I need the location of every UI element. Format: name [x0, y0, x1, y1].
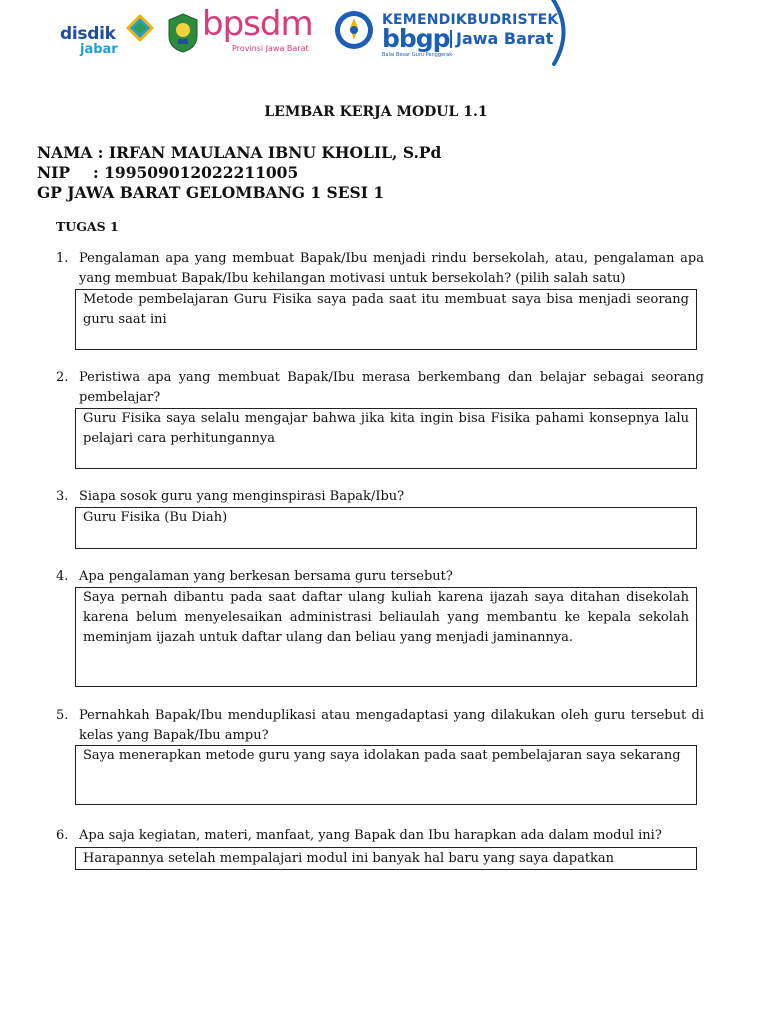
kemendikbudristek-bbgp-logo: [334, 0, 574, 66]
question-4: [56, 567, 704, 587]
disdik-jabar-logo: [60, 8, 160, 58]
jabar-seal-icon: [166, 12, 200, 54]
answer-box-1[interactable]: Metode pembelajaran Guru Fisika saya pada saat itu membuat saya bisa menjadi seorang guru saat ini: [75, 289, 697, 350]
answer-box-2[interactable]: Guru Fisika saya selalu mengajar bahwa jika kita ingin bisa Fisika pahami konsepnya lalu pelajari cara perhitungannya: [75, 408, 697, 469]
bbgp-region-text: Jawa Barat: [450, 30, 553, 48]
answer-box-6[interactable]: Harapannya setelah mempalajari modul ini banyak hal baru yang saya dapatkan: [75, 847, 697, 870]
bpsdm-logo: [166, 4, 316, 58]
question-number: 4.: [56, 569, 69, 584]
disdik-logo-text: disdik: [60, 24, 116, 44]
document-title: LEMBAR KERJA MODUL 1.1: [264, 104, 488, 120]
answer-box-3[interactable]: Guru Fisika (Bu Diah): [75, 507, 697, 549]
question-3: [56, 487, 704, 507]
bbgp-text: bbgp: [382, 24, 450, 53]
nip-value: : 199509012022211005: [93, 163, 299, 182]
question-2: [56, 368, 704, 408]
question-1: [56, 249, 704, 289]
question-text: Pernahkah Bapak/Ibu menduplikasi atau mengadaptasi yang dilakukan oleh guru tersebut di kelas yang Bapak/Ibu ampu?: [79, 708, 704, 743]
nip-label: NIP: [37, 163, 71, 182]
kemendikbudristek-text: KEMENDIKBUDRISTEK: [382, 12, 559, 28]
question-number: 1.: [56, 251, 69, 266]
question-6: [56, 826, 704, 846]
question-text: Peristiwa apa yang membuat Bapak/Ibu merasa berkembang dan belajar sebagai seorang pembelajar?: [79, 370, 704, 405]
tut-wuri-handayani-icon: [334, 10, 374, 50]
disdik-logo-subtext: jabar: [80, 42, 118, 57]
question-text: Apa saja kegiatan, materi, manfaat, yang Bapak dan Ibu harapkan ada dalam modul ini?: [79, 828, 662, 843]
bpsdm-logo-subtext: Provinsi Jawa Barat: [232, 44, 309, 53]
question-text: Pengalaman apa yang membuat Bapak/Ibu menjadi rindu bersekolah, atau, pengalaman apa yang membuat Bapak/Ibu kehilangan motivasi untuk bersekolah? (pilih salah satu): [79, 251, 704, 286]
answer-box-5[interactable]: Saya menerapkan metode guru yang saya idolakan pada saat pembelajaran saya sekarang: [75, 745, 697, 805]
question-text: Apa pengalaman yang berkesan bersama guru tersebut?: [79, 569, 453, 584]
bbgp-tagline: Balai Besar Guru Penggerak: [382, 52, 453, 58]
section-heading: TUGAS 1: [56, 219, 119, 234]
participant-nip: [37, 163, 298, 182]
question-text: Siapa sosok guru yang menginspirasi Bapak/Ibu?: [79, 489, 405, 504]
question-5: [56, 706, 704, 746]
participant-group: GP JAWA BARAT GELOMBANG 1 SESI 1: [37, 183, 385, 202]
answer-box-4[interactable]: Saya pernah dibantu pada saat daftar ulang kuliah karena ijazah saya ditahan disekolah karena belum menyelesaikan administrasi beliaulah yang membantu ke kepala sekolah meminjam ijazah untuk daftar ulang dan beliau yang menjadi jaminannya.: [75, 587, 697, 687]
participant-name: NAMA : IRFAN MAULANA IBNU KHOLIL, S.Pd: [37, 143, 442, 162]
question-number: 2.: [56, 370, 69, 385]
question-number: 5.: [56, 708, 69, 723]
header-logos: [0, 0, 768, 70]
question-number: 6.: [56, 828, 69, 843]
disdik-mark-icon: [122, 8, 158, 44]
question-number: 3.: [56, 489, 69, 504]
bpsdm-logo-text: bpsdm: [202, 4, 313, 44]
arc-decoration-icon: [532, 0, 576, 66]
